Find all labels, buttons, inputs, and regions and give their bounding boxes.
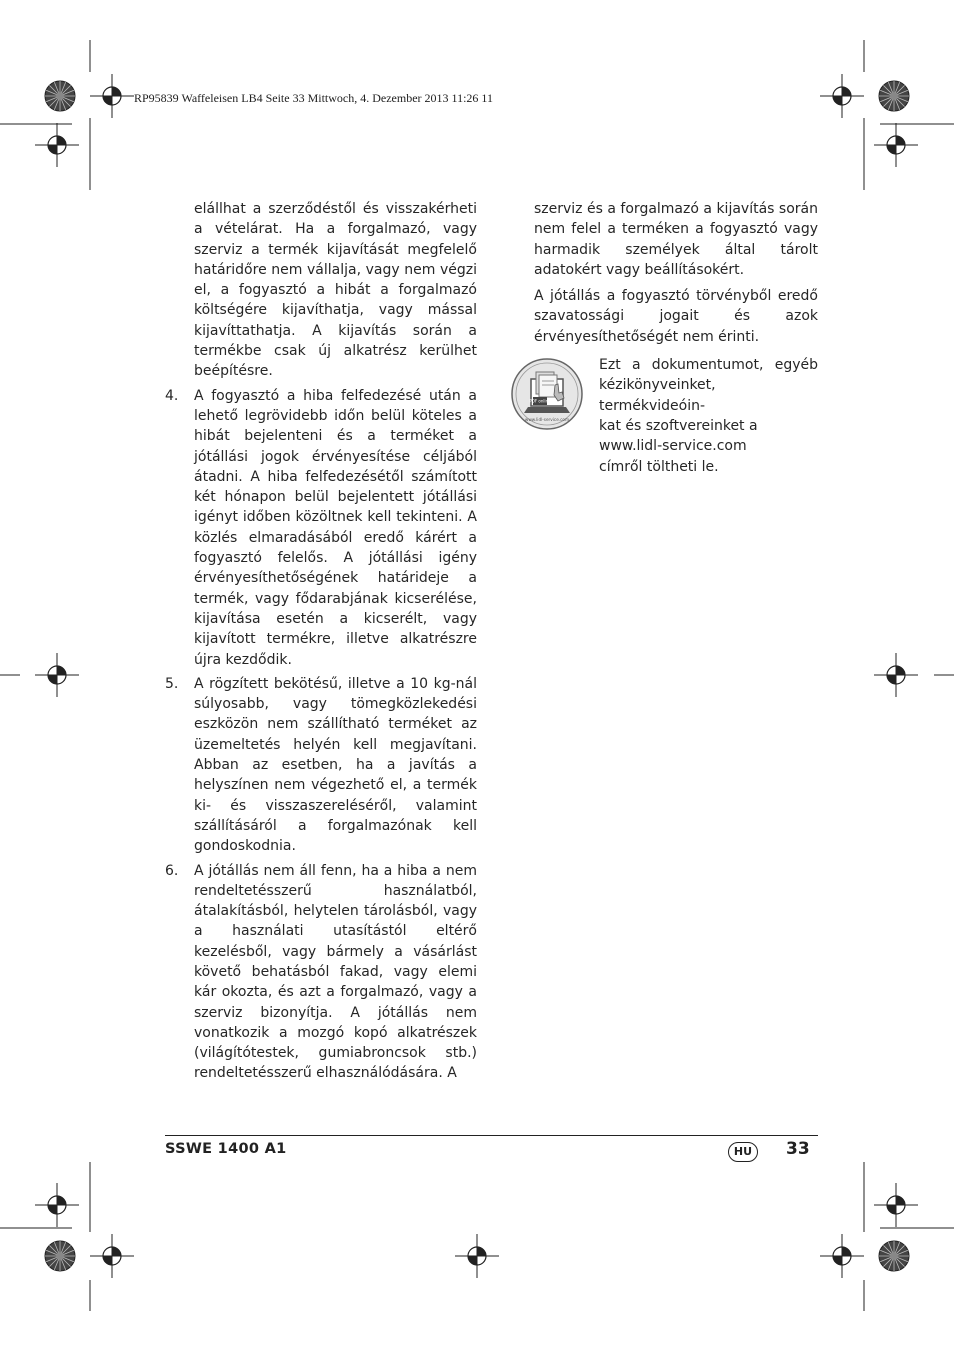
footer-divider	[165, 1135, 818, 1136]
list-item	[165, 674, 477, 857]
list-item-text: A rögzített bekötésű, illetve a 10 kg-nál súlyosabb, vagy tömegközlekedési eszközön nem szállítható terméket az üzemeltetés helyén kell megjavítani. Abban az esetben, ha a javítás a helyszínen nem végezhető el, a termék ki- és visszaszereléséről, valamint szállításáról a forgalmazónak kell gondoskodnia.	[194, 675, 477, 855]
icon-caption-text: www.lidl-service.com	[524, 417, 570, 423]
list-item	[165, 861, 477, 1084]
left-column	[165, 199, 477, 1088]
paragraph: szerviz és a forgalmazó a kijavítás során nem felel a terméken a fogyasztó vagy harmadik személyek által tárolt adatokért vagy beállításokért.	[534, 201, 818, 278]
download-line: kézikönyveinket, termékvideóin-	[599, 377, 716, 414]
list-item-number: 6.	[165, 862, 179, 879]
list-item-number: 5.	[165, 675, 179, 692]
continuation-paragraph: elállhat a szerződéstől és visszakérheti a vételárat. Ha a forgalmazó, vagy szerviz a termék kijavítását megfelelő határidőre nem vállalja, vagy nem végzi el, a fogyasztó a hibát a forgalmazó költségére kijavíthatja, vagy mással kijavíttathatja. A kijavítás során a termékbe csak új alkatrész kerülhet beépítésre.	[194, 201, 477, 380]
icon-badge-text: PDF online	[529, 398, 551, 404]
download-line: Ezt a dokumentumot, egyéb	[599, 357, 818, 374]
download-line: kat és szoftvereinket a	[599, 417, 758, 434]
list-item	[165, 386, 477, 670]
right-column	[524, 199, 818, 477]
paragraph: A jótállás a fogyasztó törvényből eredő szavatossági jogait és azok érvényesíthetőségét nem érinti.	[534, 288, 818, 345]
page-number: 33	[786, 1139, 810, 1159]
lidl-service-download-icon	[510, 357, 584, 431]
list-item-number: 4.	[165, 387, 179, 404]
download-text	[599, 355, 818, 477]
print-slug-line: RP95839 Waffeleisen LB4 Seite 33 Mittwoch, 4. Dezember 2013 11:26 11	[134, 91, 493, 105]
list-item-text: A jótállás nem áll fenn, ha a hiba a nem rendeltetésszerű használatból, átalakításból, helytelen tárolásból, vagy a használati utasítástól eltérő kezelésből, vagy bármely a vásárlást követő behatásból fakad, vagy elemi kár okozta, és azt a forgalmazó, vagy a szerviz bizonyítja. A jótállás nem vonatkozik a mozgó kopó alkatrészek (világítótestek, gumiabroncsok stb.) rendeltetésszerű elhasználódására. A	[194, 862, 477, 1082]
download-line: címről töltheti le.	[599, 458, 719, 475]
model-number: SSWE 1400 A1	[165, 1141, 287, 1157]
list-item-text: A fogyasztó a hiba felfedezésé után a lehető legrövidebb időn belül köteles a hibát bejelenteni és a terméket a jótállási jogok érvényesítése céljából átadni. A hiba felfedezésétől számított két hónapon belül bejelentett jótállási igényt időben közöltnek kell tekinteni. A közlés elmaradásából eredő kárért a fogyasztó felelős. A jótállási igény érvényesíthetőségének határideje a termék, vagy fődarabjának kicserélése, kijavítása esetén a kicserélt, vagy kijavított termékre, illetve alkatrészre újra kezdődik.	[194, 387, 477, 668]
download-notice	[524, 355, 818, 477]
download-url-link[interactable]: www.lidl-service.com	[599, 438, 747, 455]
language-badge: HU	[728, 1142, 758, 1162]
